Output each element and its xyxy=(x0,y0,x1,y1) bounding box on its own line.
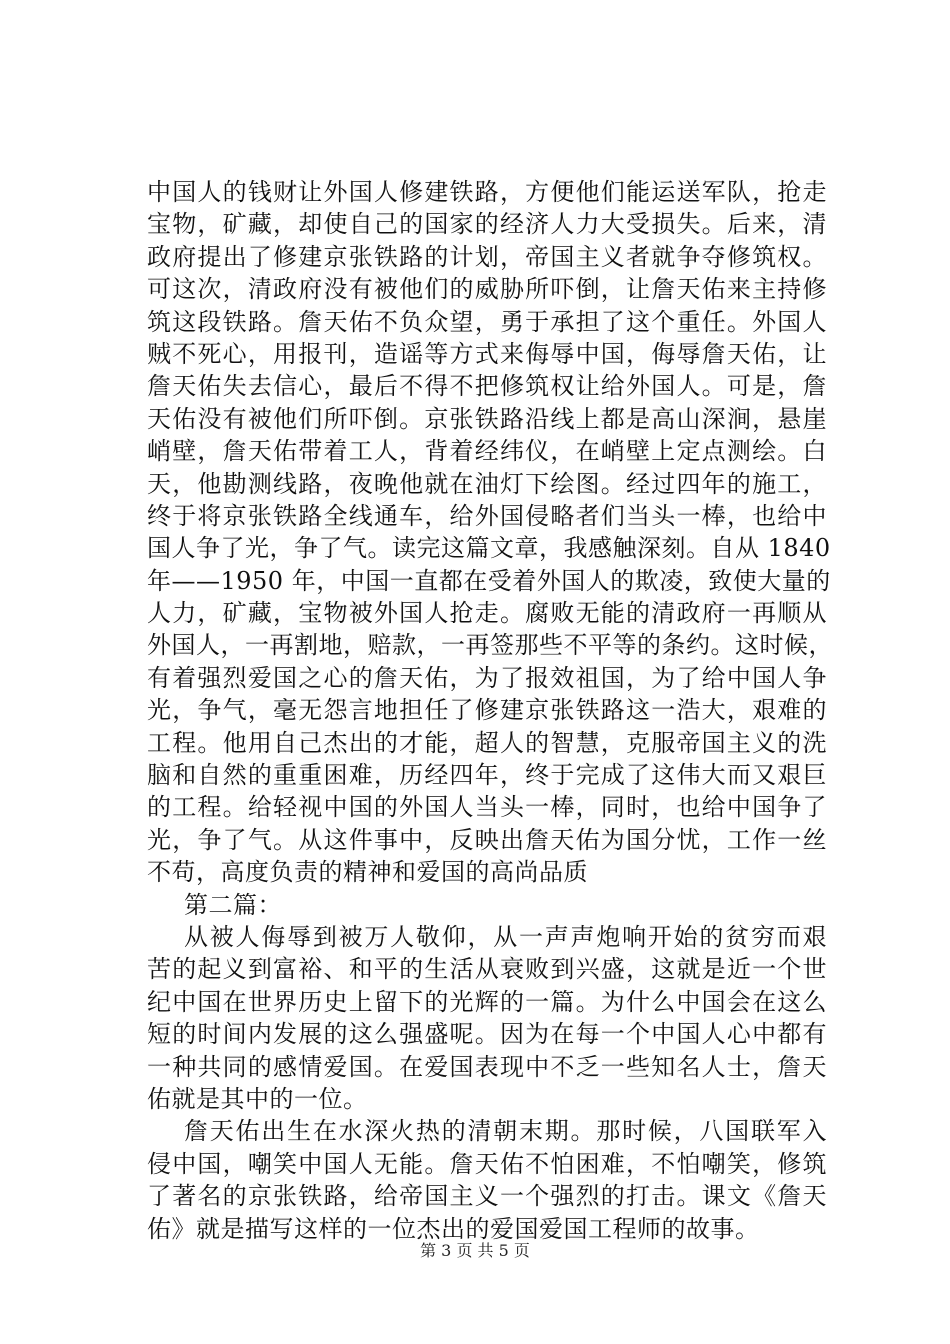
text-line: 的工程。给轻视中国的外国人当头一棒，同时，也给中国争了 xyxy=(147,793,827,822)
text-line: 外国人，一再割地，赔款，一再签那些不平等的条约。这时候， xyxy=(147,631,833,660)
text-line: 第二篇： xyxy=(184,890,282,919)
text-line: 终于将京张铁路全线通车，给外国侵略者们当头一棒，也给中 xyxy=(147,501,827,530)
text-line: 宝物，矿藏，却使自己的国家的经济人力大受损失。后来，清 xyxy=(147,210,827,239)
text-line: 天，他勘测线路，夜晚他就在油灯下绘图。经过四年的施工， xyxy=(147,469,827,498)
text-line: 中国人的钱财让外国人修建铁路，方便他们能运送军队，抢走 xyxy=(147,178,827,206)
text-line: 有着强烈爱国之心的詹天佑，为了报效祖国，为了给中国人争 xyxy=(147,663,827,692)
text-line: 光，争气，毫无怨言地担任了修建京张铁路这一浩大，艰难的 xyxy=(147,696,827,725)
text-line: 年——1950 年，中国一直都在受着外国人的欺凌，致使大量的 xyxy=(147,566,831,595)
text-line: 了著名的京张铁路，给帝国主义一个强烈的打击。课文《詹天 xyxy=(147,1182,827,1211)
text-line: 佑就是其中的一位。 xyxy=(147,1084,368,1113)
body-text xyxy=(147,176,833,1245)
text-line: 光，争了气。从这件事中，反映出詹天佑为国分忧，工作一丝 xyxy=(147,825,827,854)
text-line: 工程。他用自己杰出的才能，超人的智慧，克服帝国主义的洗 xyxy=(147,728,827,757)
text-line: 国人争了光，争了气。读完这篇文章，我感触深刻。自从 1840 xyxy=(147,534,831,563)
text-line: 短的时间内发展的这么强盛呢。因为在每一个中国人心中都有 xyxy=(147,1020,827,1049)
text-line: 脑和自然的重重困难，历经四年，终于完成了这伟大而又艰巨 xyxy=(147,761,827,790)
text-line: 贼不死心，用报刊，造谣等方式来侮辱中国，侮辱詹天佑，让 xyxy=(147,339,827,368)
text-line: 可这次，清政府没有被他们的威胁所吓倒，让詹天佑来主持修 xyxy=(147,275,827,304)
text-line: 纪中国在世界历史上留下的光辉的一篇。为什么中国会在这么 xyxy=(147,987,827,1016)
text-line: 苦的起义到富裕、和平的生活从衰败到兴盛，这就是近一个世 xyxy=(147,955,827,984)
text-line: 人力，矿藏，宝物被外国人抢走。腐败无能的清政府一再顺从 xyxy=(147,599,827,628)
text-line: 詹天佑失去信心，最后不得不把修筑权让给外国人。可是，詹 xyxy=(147,372,827,401)
text-line: 峭壁，詹天佑带着工人，背着经纬仪，在峭壁上定点测绘。白 xyxy=(147,437,827,466)
text-line: 政府提出了修建京张铁路的计划，帝国主义者就争夺修筑权。 xyxy=(147,242,827,271)
page-footer: 第 3 页 共 5 页 xyxy=(420,1241,530,1260)
text-line: 天佑没有被他们所吓倒。京张铁路沿线上都是高山深涧，悬崖 xyxy=(147,404,827,433)
text-line: 筑这段铁路。詹天佑不负众望，勇于承担了这个重任。外国人 xyxy=(147,307,827,336)
text-line: 一种共同的感情爱国。在爱国表现中不乏一些知名人士，詹天 xyxy=(147,1052,827,1081)
text-line: 詹天佑出生在水深火热的清朝末期。那时候，八国联军入 xyxy=(184,1117,827,1146)
text-line: 不苟，高度负责的精神和爱国的高尚品质 xyxy=(147,858,588,887)
text-line: 从被人侮辱到被万人敬仰，从一声声炮响开始的贫穷而艰 xyxy=(184,922,827,951)
text-line: 佑》就是描写这样的一位杰出的爱国爱国工程师的故事。 xyxy=(147,1214,760,1243)
text-line: 侵中国，嘲笑中国人无能。詹天佑不怕困难，不怕嘲笑，修筑 xyxy=(147,1149,827,1178)
